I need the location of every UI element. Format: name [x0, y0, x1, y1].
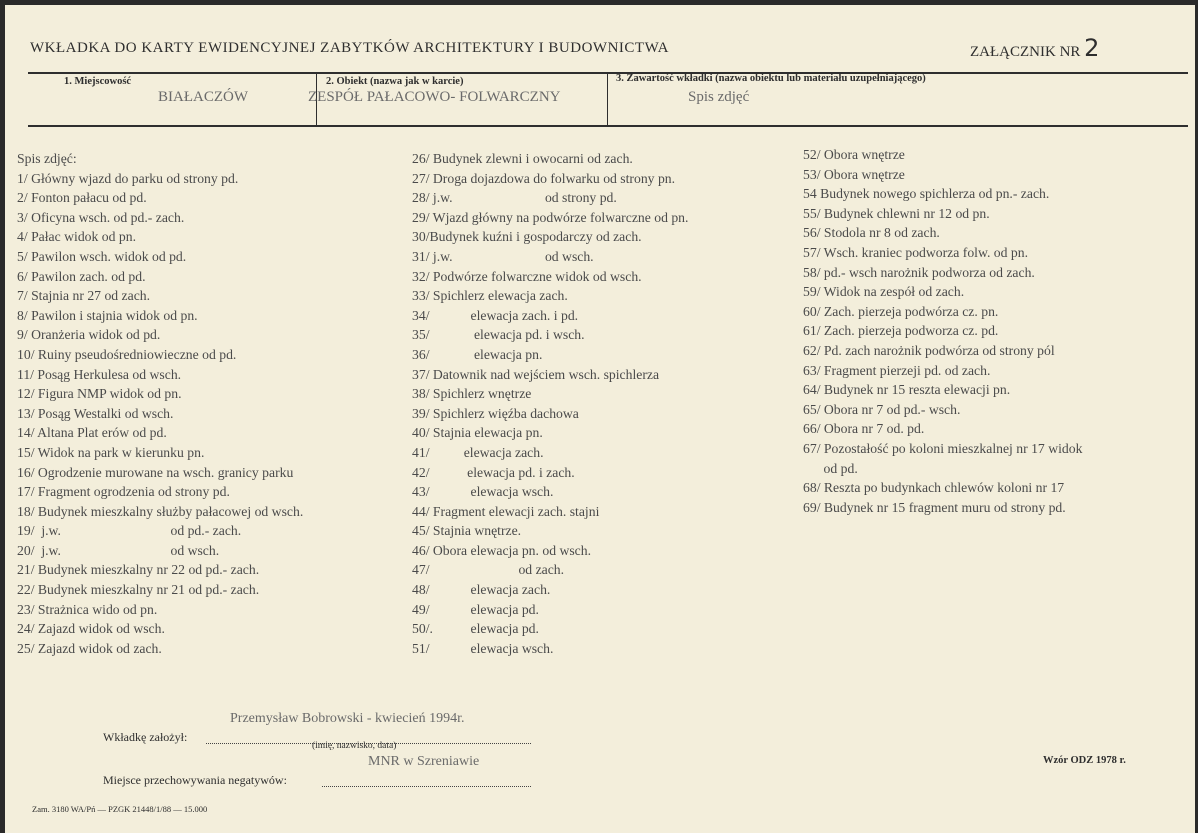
photo-list-item: 54 Budynek nowego spichlerza od pn.- zach. — [803, 186, 1050, 202]
photo-list-item: 4/ Pałac widok od pn. — [17, 229, 136, 245]
photo-list-column-3 — [803, 145, 1082, 517]
photo-list-item: 17/ Fragment ogrodzenia od strony pd. — [17, 484, 230, 500]
photo-list-item: 53/ Obora wnętrze — [803, 166, 905, 182]
photo-list-item: 5/ Pawilon wsch. widok od pd. — [17, 248, 187, 264]
creator-value: Przemysław Bobrowski - kwiecień 1994r. — [230, 711, 465, 726]
photo-list-item: 34/ elewacja zach. i pd. — [412, 307, 579, 323]
photo-list-item: 24/ Zajazd widok od wsch. — [17, 621, 165, 637]
photo-list-item: 3/ Oficyna wsch. od pd.- zach. — [17, 209, 185, 225]
photo-list-item: 63/ Fragment pierzeji pd. od zach. — [803, 362, 991, 378]
photo-list-item: 7/ Stajnia nr 27 od zach. — [17, 288, 151, 304]
creator-label: Wkładkę założył: — [103, 730, 188, 744]
photo-list-item: 1/ Główny wjazd do parku od strony pd. — [17, 170, 239, 186]
field-1-value: BIAŁACZÓW — [158, 89, 248, 105]
photo-list-item: 19/ j.w. od pd.- zach. — [17, 523, 242, 539]
form-template-id: Wzór ODZ 1978 r. — [1043, 755, 1126, 766]
photo-list-item: 26/ Budynek zlewni i owocarni od zach. — [412, 151, 633, 166]
field-2-label: 2. Obiekt (nazwa jak w karcie) — [326, 76, 464, 87]
photo-list-item: 11/ Posąg Herkulesa od wsch. — [17, 366, 182, 382]
photo-list-item: 62/ Pd. zach narożnik podwórza od strony pól — [803, 342, 1055, 358]
photo-list-item: 44/ Fragment elewacji zach. stajni — [412, 503, 600, 519]
photo-list-item: od pd. — [803, 460, 858, 476]
photo-list-column-1 — [17, 149, 303, 658]
photo-list-item: 57/ Wsch. kraniec podworza folw. od pn. — [803, 244, 1029, 260]
header-top-rule — [28, 72, 1188, 74]
photo-list-item: 52/ Obora wnętrze — [803, 147, 905, 162]
photo-list-item: 21/ Budynek mieszkalny nr 22 od pd.- zach. — [17, 562, 260, 578]
photo-list-item: 43/ elewacja wsch. — [412, 484, 554, 500]
photo-list-column-2 — [412, 149, 688, 658]
photo-list-item: 41/ elewacja zach. — [412, 444, 544, 460]
photo-list-item: 22/ Budynek mieszkalny nr 21 od pd.- zach. — [17, 582, 260, 598]
photo-list-item: 15/ Widok na park w kierunku pn. — [17, 444, 205, 460]
photo-list-item: 23/ Strażnica wido od pn. — [17, 601, 158, 617]
photo-list-item: 29/ Wjazd główny na podwórze folwarczne od pn. — [412, 209, 689, 225]
photo-list-item: 10/ Ruiny pseudośredniowieczne od pd. — [17, 346, 237, 362]
attachment-value: 2 — [1084, 34, 1100, 62]
photo-list-item: 60/ Zach. pierzeja podwórza cz. pn. — [803, 303, 999, 319]
photo-list-item: 48/ elewacja zach. — [412, 582, 551, 598]
photo-list-item: 30/Budynek kuźni i gospodarczy od zach. — [412, 229, 642, 245]
photo-list-item: 69/ Budynek nr 15 fragment muru od strony pd. — [803, 499, 1066, 515]
photo-list-item: 27/ Droga dojazdowa do folwarku od strony pn. — [412, 170, 676, 186]
photo-list-item: 40/ Stajnia elewacja pn. — [412, 425, 543, 441]
photo-list-item: 12/ Figura NMP widok od pn. — [17, 386, 182, 402]
photo-list-item: 51/ elewacja wsch. — [412, 640, 554, 656]
photo-list-item: 25/ Zajazd widok od zach. — [17, 640, 162, 656]
attachment-label: ZAŁĄCZNIK NR — [970, 44, 1081, 60]
photo-list-item: 49/ elewacja pd. — [412, 601, 539, 617]
photo-list-item: 42/ elewacja pd. i zach. — [412, 464, 575, 480]
storage-dotted-line — [322, 786, 531, 787]
photo-list-item: 9/ Oranżeria widok od pd. — [17, 327, 161, 343]
photo-list-item: 66/ Obora nr 7 od. pd. — [803, 421, 925, 437]
field-divider-2 — [607, 73, 608, 126]
photo-list-item: 56/ Stodola nr 8 od zach. — [803, 225, 940, 241]
form-title: WKŁADKA DO KARTY EWIDENCYJNEJ ZABYTKÓW ARCHITEKTURY I BUDOWNICTWA — [30, 40, 669, 56]
left-border — [0, 0, 5, 833]
storage-label: Miejsce przechowywania negatywów: — [103, 773, 287, 787]
print-info: Zam. 3180 WA/Pń — PZGK 21448/1/88 — 15.000 — [32, 804, 208, 814]
photo-list-item: 35/ elewacja pd. i wsch. — [412, 327, 585, 343]
field-3-label: 3. Zawartość wkładki (nazwa obiektu lub materiału uzupełniającego) — [616, 73, 926, 84]
photo-list-item: 64/ Budynek nr 15 reszta elewacji pn. — [803, 382, 1011, 398]
photo-list-item: 68/ Reszta po budynkach chlewów koloni nr 17 — [803, 480, 1065, 496]
photo-list-item: 32/ Podwórze folwarczne widok od wsch. — [412, 268, 642, 284]
photo-list-item: 65/ Obora nr 7 od pd.- wsch. — [803, 401, 961, 417]
photo-list-item: 47/ od zach. — [412, 562, 565, 578]
photo-list-item: 16/ Ogrodzenie murowane na wsch. granicy parku — [17, 464, 294, 480]
photo-list-item: 8/ Pawilon i stajnia widok od pn. — [17, 307, 198, 323]
field-2-value: ZESPÓŁ PAŁACOWO- FOLWARCZNY — [308, 89, 561, 105]
field-3-value: Spis zdjęć — [688, 89, 750, 105]
creator-hint: (imię, nazwisko, data) — [312, 741, 397, 751]
photo-list-item: 36/ elewacja pn. — [412, 346, 543, 362]
photo-list-item: 45/ Stajnia wnętrze. — [412, 523, 522, 539]
photo-list-item: 14/ Altana Plat erów od pd. — [17, 425, 167, 441]
photo-list-item: 37/ Datownik nad wejściem wsch. spichlerza — [412, 366, 660, 382]
photo-list-item: 50/. elewacja pd. — [412, 621, 539, 637]
photo-list-item: 28/ j.w. od strony pd. — [412, 190, 617, 206]
photo-list-item: 46/ Obora elewacja pn. od wsch. — [412, 542, 592, 558]
photo-list-item: 18/ Budynek mieszkalny służby pałacowej od wsch. — [17, 503, 304, 519]
photo-list-item: 61/ Zach. pierzeja podworza cz. pd. — [803, 323, 999, 339]
photo-list-item: 39/ Spichlerz więźba dachowa — [412, 405, 579, 421]
attachment-number — [970, 34, 1099, 62]
photo-list-item: 31/ j.w. od wsch. — [412, 248, 594, 264]
photo-list-item: 33/ Spichlerz elewacja zach. — [412, 288, 568, 304]
photo-list-item: 58/ pd.- wsch narożnik podworza od zach. — [803, 264, 1035, 280]
top-border — [0, 0, 1198, 5]
photo-list-item: 67/ Pozostałość po koloni mieszkalnej nr 17 widok — [803, 440, 1083, 456]
photo-list-item: 20/ j.w. od wsch. — [17, 542, 220, 558]
photo-list-item: 13/ Posąg Westalki od wsch. — [17, 405, 174, 421]
photo-list-item: 55/ Budynek chlewni nr 12 od pn. — [803, 205, 990, 221]
field-1-label: 1. Miejscowość — [64, 76, 132, 87]
storage-value: MNR w Szreniawie — [368, 754, 480, 769]
photo-list-item: 2/ Fonton pałacu od pd. — [17, 190, 147, 206]
photo-list-item: 38/ Spichlerz wnętrze — [412, 386, 532, 402]
photo-list-item: 59/ Widok na zespół od zach. — [803, 284, 965, 300]
photo-list-item: 6/ Pawilon zach. od pd. — [17, 268, 146, 284]
photo-list-heading: Spis zdjęć: — [17, 151, 77, 166]
header-bottom-rule — [28, 125, 1188, 127]
